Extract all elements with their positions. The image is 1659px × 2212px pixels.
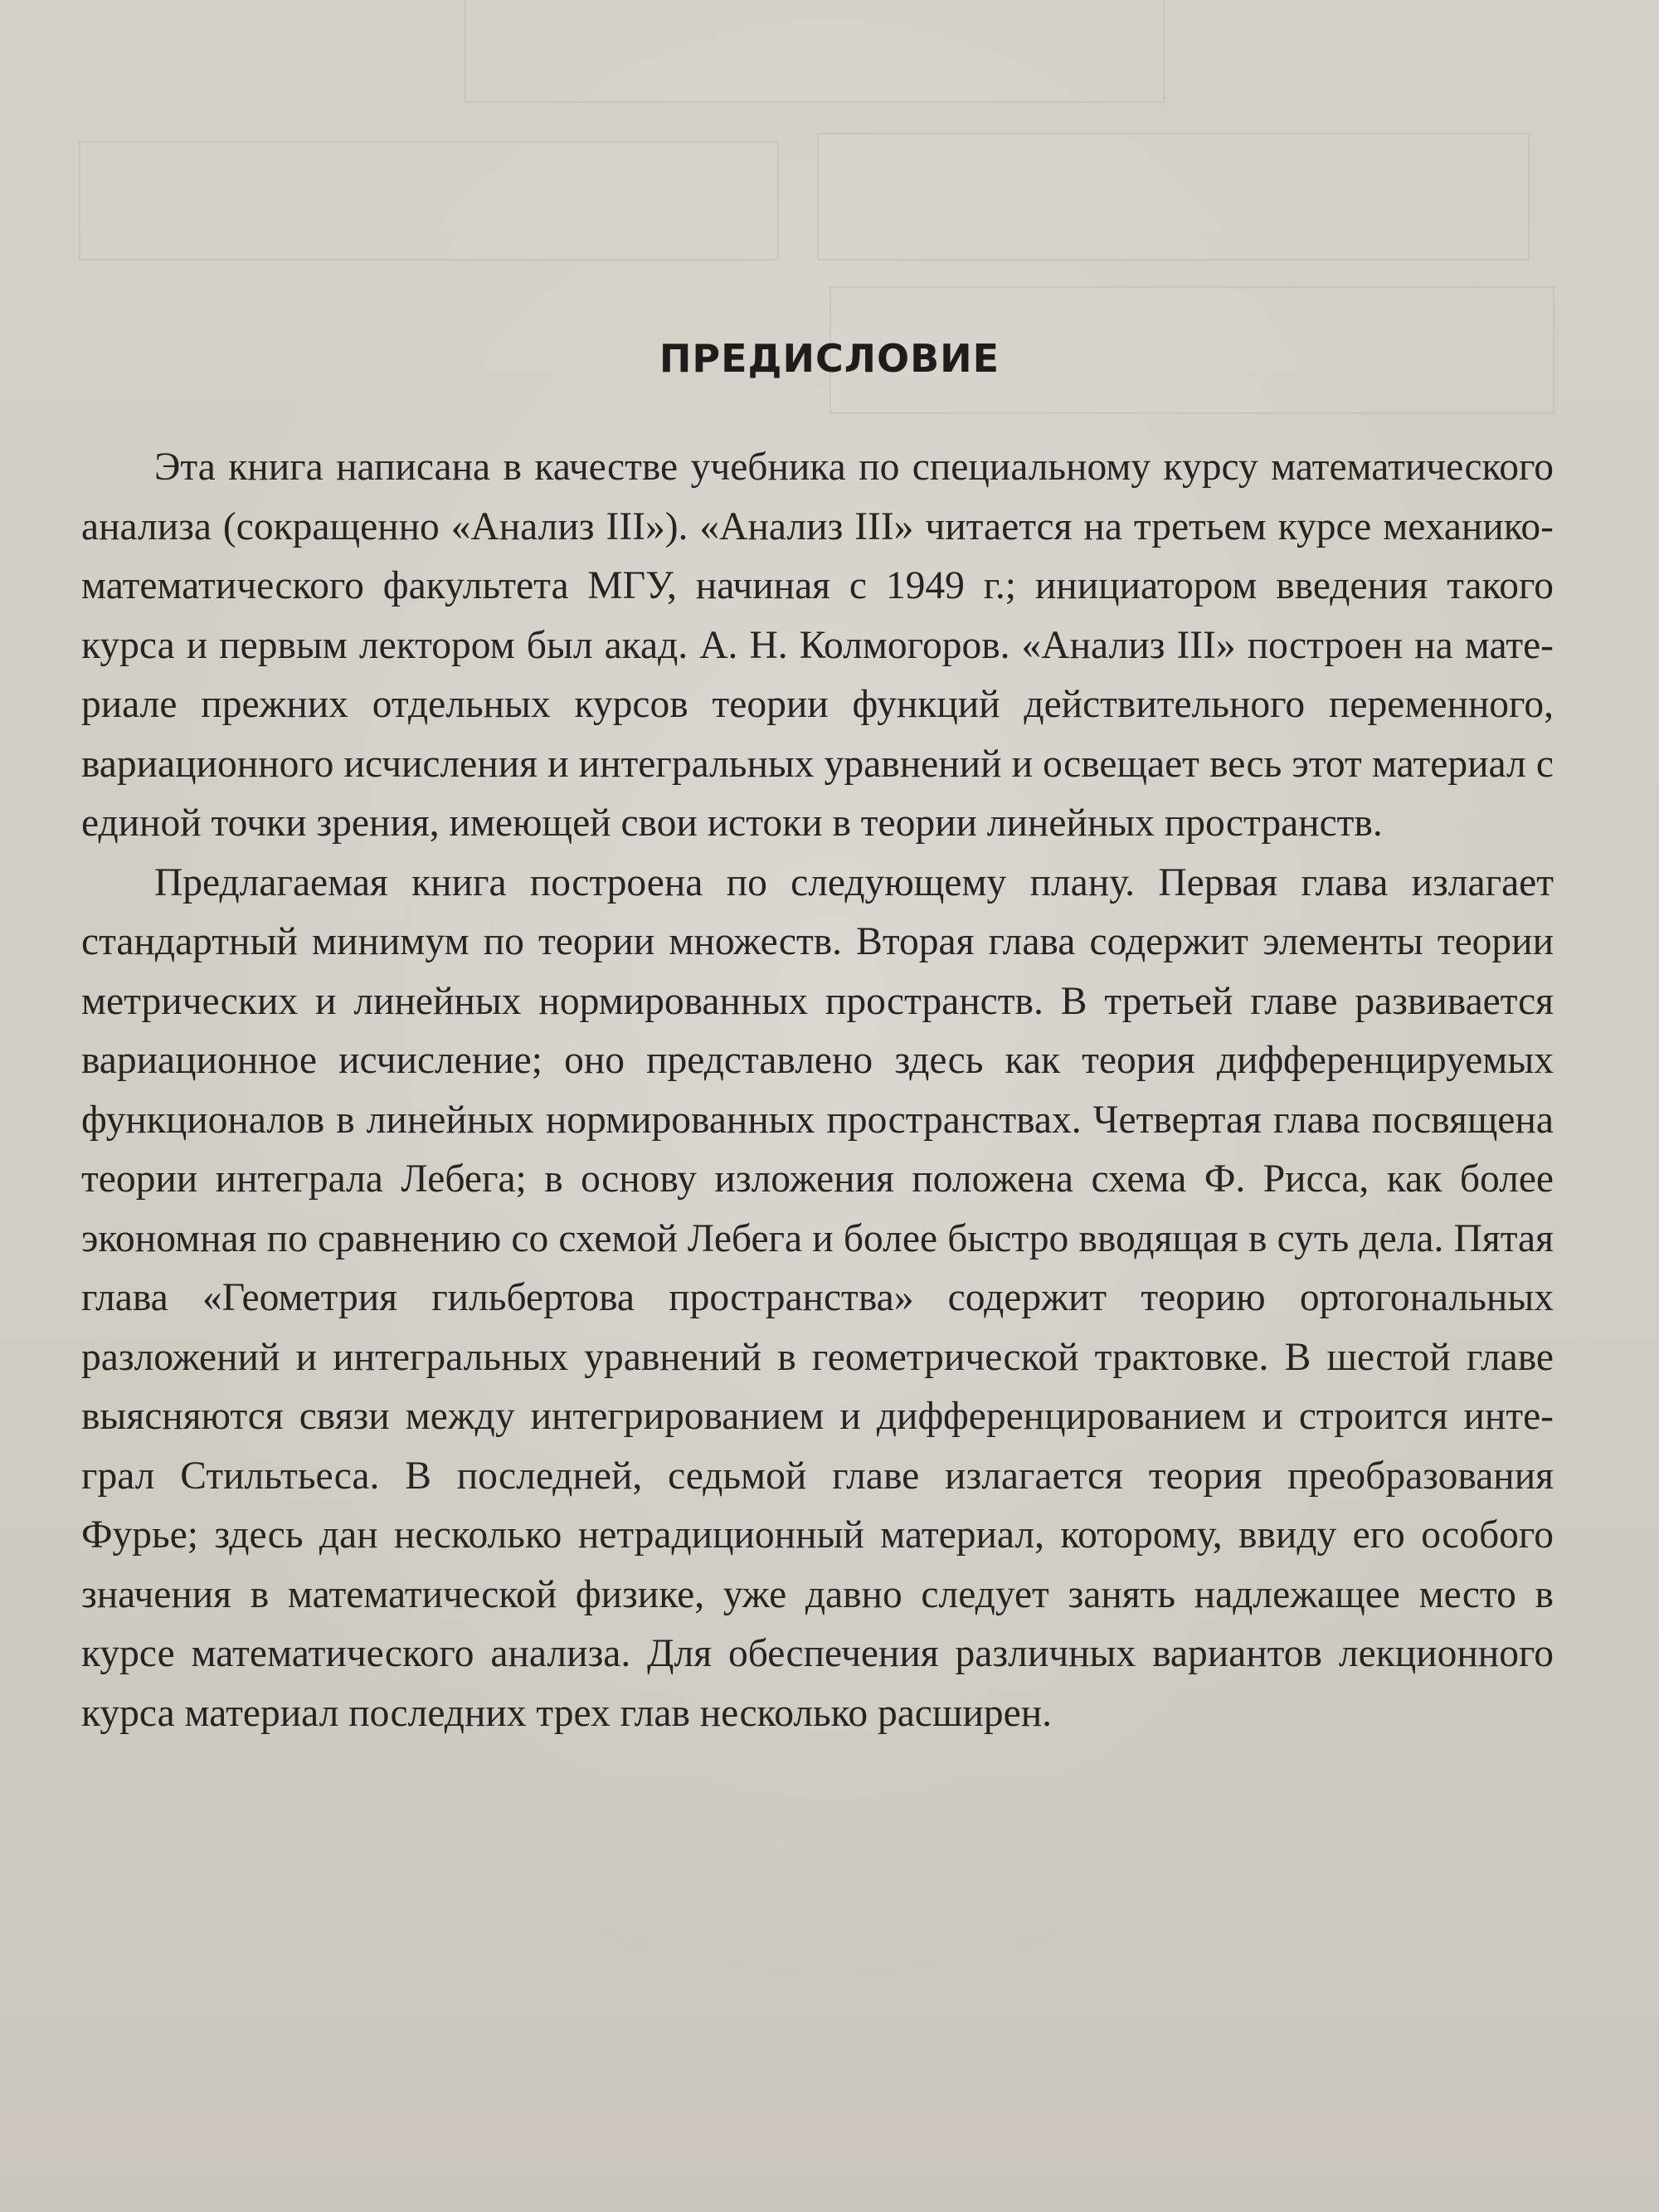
bleed-through-box <box>465 0 1165 103</box>
page-title: ПРЕДИСЛОВИЕ <box>659 336 1000 381</box>
bleed-through-box <box>79 141 779 261</box>
body-text <box>81 438 1554 1743</box>
bleed-through-box <box>817 133 1530 261</box>
paragraph-2: Предлагаемая книга построена по следующему плану. Первая глава излагает стандартный минимум по теории множеств. Вторая глава содержит элементы теории метрических и линейных нормированных пространств. В третьей главе развивается вариационное исчисление; оно представлено здесь как теория дифференцируемых функционалов в линейных нормированных пространствах. Четвертая глава посвящена теории интеграла Лебега; в основу изложения положена схема Ф. Рисса, как более экономная по сравнению со схемой Лебега и более быстро вводящая в суть дела. Пятая глава «Геометрия гильбертова пространства» содержит теорию ортогональных разложений и интегральных уравнений в геометрической трактовке. В шестой главе выясняются связи между интегрированием и дифференцированием и строится интеграл Стильтьеса. В последней, седьмой главе излагается теория преобразования Фурье; здесь дан несколько нетрадиционный материал, которому, ввиду его особого значения в математической физике, уже давно следует занять надлежащее место в курсе математического анализа. Для обеспечения различных вариантов лекционного курса материал последних трех глав несколько расширен. <box>81 860 1554 1735</box>
paragraph-1: Эта книга написана в качестве учебника по специальному курсу математического анализа (сокращенно «Анализ III»). «Анализ III» читается на третьем курсе механико-математического факультета МГУ, начиная с 1949 г.; инициатором введения такого курса и первым лектором был акад. А. Н. Колмогоров. «Анализ III» построен на материале прежних отдельных курсов теории функций действительного переменного, вариационного исчисления и интегральных уравнений и освещает весь этот материал с единой точки зрения, имеющей свои истоки в теории линейных пространств. <box>81 446 1554 845</box>
